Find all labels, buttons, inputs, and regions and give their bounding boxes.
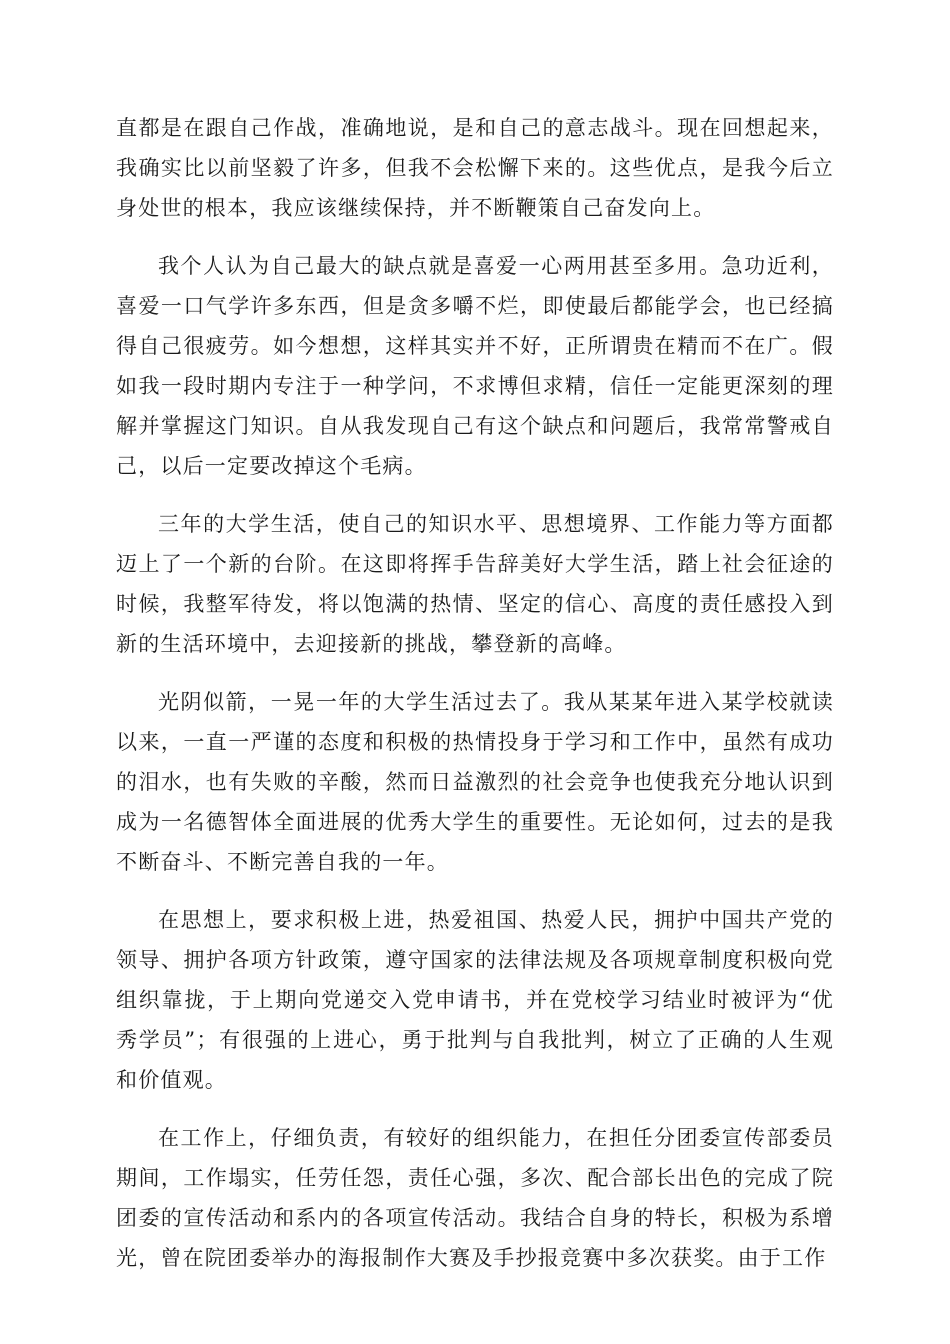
document-body (116, 108, 834, 1296)
paragraph-3: 三年的大学生活，使自己的知识水平、思想境界、工作能力等方面都迈上了一个新的台阶。在这即将挥手告辞美好大学生活，踏上社会征途的时候，我整军待发，将以饱满的热情、坚定的信心、高度的责任感投入到新的生活环境中，去迎接新的挑战，攀登新的高峰。 (116, 512, 834, 656)
paragraph-2: 我个人认为自己最大的缺点就是喜爱一心两用甚至多用。急功近利，喜爱一口气学许多东西，但是贪多嚼不烂，即使最后都能学会，也已经搞得自己很疲劳。如今想想，这样其实并不好，正所谓贵在精而不在广。假如我一段时期内专注于一种学问，不求博但求精，信任一定能更深刻的理解并掌握这门知识。自从我发现自己有这个缺点和问题后，我常常警戒自己，以后一定要改掉这个毛病。 (116, 254, 834, 478)
paragraph-6: 在工作上，仔细负责，有较好的组织能力，在担任分团委宣传部委员期间，工作塌实，任劳任怨，责任心强，多次、配合部长出色的完成了院团委的宣传活动和系内的各项宣传活动。我结合自身的特长，积极为系增光，曾在院团委举办的海报制作大赛及手抄报竞赛中多次获奖。由于工作 (116, 1126, 834, 1270)
paragraph-4: 光阴似箭，一晃一年的大学生活过去了。我从某某年进入某学校就读以来，一直一严谨的态度和积极的热情投身于学习和工作中，虽然有成功的泪水，也有失败的辛酸，然而日益激烈的社会竞争也使我充分地认识到成为一名德智体全面进展的优秀大学生的重要性。无论如何，过去的是我不断奋斗、不断完善自我的一年。 (116, 690, 834, 874)
paragraph-1: 直都是在跟自己作战，准确地说，是和自己的意志战斗。现在回想起来，我确实比以前坚毅了许多，但我不会松懈下来的。这些优点，是我今后立身处世的根本，我应该继续保持，并不断鞭策自己奋发向上。 (116, 116, 834, 220)
paragraph-5: 在思想上，要求积极上进，热爱祖国、热爱人民，拥护中国共产党的领导、拥护各项方针政策，遵守国家的法律法规及各项规章制度积极向党组织靠拢，于上期向党递交入党申请书，并在党校学习结业时被评为“优秀学员”；有很强的上进心，勇于批判与自我批判，树立了正确的人生观和价值观。 (116, 908, 834, 1092)
